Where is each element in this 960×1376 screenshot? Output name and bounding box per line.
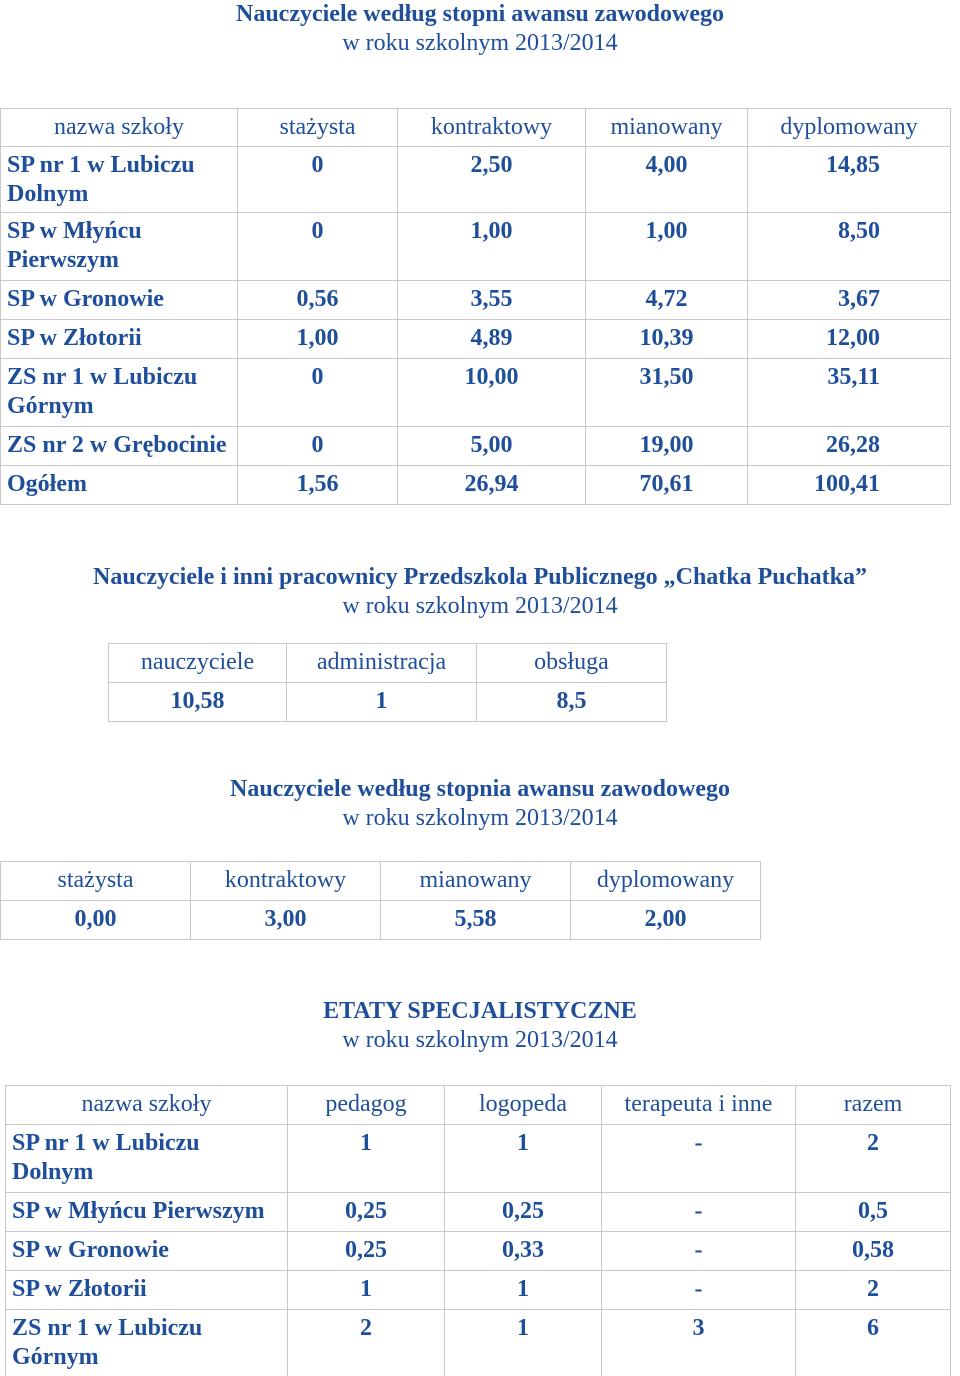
header-cell: terapeuta i inne (602, 1086, 796, 1125)
value-cell: 0 (238, 359, 398, 427)
value-cell: 19,00 (586, 427, 748, 466)
table-header-row (1, 109, 951, 147)
school-name-cell: Ogółem (1, 466, 238, 505)
school-name-cell: ZS nr 2 w Grębocinie (1, 427, 238, 466)
value-cell: 26,28 (748, 427, 951, 466)
section1-heading (0, 0, 960, 58)
school-name-cell: SP w Złotorii (6, 1271, 288, 1310)
section4-subtitle: w roku szkolnym 2013/2014 (342, 1027, 618, 1053)
table-row (1, 427, 951, 466)
table-row (1, 213, 951, 281)
value-cell: 8,50 (748, 213, 951, 281)
value-cell: 10,39 (586, 320, 748, 359)
value-cell: 26,94 (398, 466, 586, 505)
table-row (6, 1310, 951, 1376)
school-name-cell: SP w Gronowie (1, 281, 238, 320)
header-cell: dyplomowany (571, 862, 761, 901)
value-cell: - (602, 1193, 796, 1232)
value-cell: 3,00 (191, 901, 381, 940)
value-cell: 0,25 (288, 1232, 445, 1271)
header-cell: kontraktowy (398, 109, 586, 147)
table-header-row (6, 1086, 951, 1125)
school-name-cell: SP w Gronowie (6, 1232, 288, 1271)
school-name-cell: SP w Młyńcu Pierwszym (1, 213, 238, 281)
value-cell: - (602, 1125, 796, 1193)
header-cell: stażysta (1, 862, 191, 901)
value-cell: 12,00 (748, 320, 951, 359)
value-cell: 100,41 (748, 466, 951, 505)
school-name-cell: ZS nr 1 w Lubiczu Górnym (1, 359, 238, 427)
header-cell: mianowany (586, 109, 748, 147)
section2-subtitle: w roku szkolnym 2013/2014 (342, 593, 618, 619)
value-cell: 1,00 (238, 320, 398, 359)
value-cell: 2,50 (398, 147, 586, 213)
teachers-by-rank-table (0, 108, 951, 505)
value-cell: 3,55 (398, 281, 586, 320)
table-row (6, 1232, 951, 1271)
value-cell: 0,25 (288, 1193, 445, 1232)
value-cell: 1 (288, 1271, 445, 1310)
value-cell: 5,00 (398, 427, 586, 466)
value-cell: 2,00 (571, 901, 761, 940)
value-cell: - (602, 1232, 796, 1271)
value-cell: 3 (602, 1310, 796, 1376)
section2-title: Nauczyciele i inni pracownicy Przedszkola Publicznego „Chatka Puchatka” (93, 564, 867, 590)
value-cell: 31,50 (586, 359, 748, 427)
header-cell: razem (796, 1086, 951, 1125)
value-cell: 0 (238, 147, 398, 213)
value-cell: 6 (796, 1310, 951, 1376)
value-cell: 0,33 (445, 1232, 602, 1271)
table-row (6, 1193, 951, 1232)
table-row (6, 1271, 951, 1310)
preschool-staff-table (108, 643, 667, 722)
value-cell: 1 (445, 1271, 602, 1310)
value-cell: 0,56 (238, 281, 398, 320)
school-name-cell: SP w Złotorii (1, 320, 238, 359)
value-cell: 14,85 (748, 147, 951, 213)
table-row (1, 281, 951, 320)
section3-heading (0, 775, 960, 833)
header-cell: obsługa (477, 644, 667, 683)
school-name-cell: SP nr 1 w Lubiczu Dolnym (6, 1125, 288, 1193)
value-cell: 1 (445, 1310, 602, 1376)
value-cell: 8,5 (477, 683, 667, 722)
value-cell: 10,58 (109, 683, 287, 722)
specialist-posts-table (5, 1085, 951, 1376)
table-header-row (1, 862, 761, 901)
section4-heading (0, 997, 960, 1055)
table-row (1, 320, 951, 359)
section4-title: ETATY SPECJALISTYCZNE (323, 998, 637, 1024)
value-cell: 0,5 (796, 1193, 951, 1232)
value-cell: 0,58 (796, 1232, 951, 1271)
header-cell: dyplomowany (748, 109, 951, 147)
section2-heading (0, 563, 960, 621)
value-cell: 1,56 (238, 466, 398, 505)
header-cell: mianowany (381, 862, 571, 901)
value-cell: 5,58 (381, 901, 571, 940)
value-cell: 4,00 (586, 147, 748, 213)
value-cell: 1 (287, 683, 477, 722)
header-cell: administracja (287, 644, 477, 683)
table-row (1, 901, 761, 940)
value-cell: 0 (238, 427, 398, 466)
preschool-rank-table (0, 861, 761, 940)
value-cell: 3,67 (748, 281, 951, 320)
section1-title: Nauczyciele według stopni awansu zawodowego (235, 1, 724, 27)
header-cell: pedagog (288, 1086, 445, 1125)
value-cell: 4,72 (586, 281, 748, 320)
value-cell: - (602, 1271, 796, 1310)
value-cell: 0,00 (1, 901, 191, 940)
value-cell: 4,89 (398, 320, 586, 359)
header-cell: nazwa szkoły (1, 109, 238, 147)
header-cell: kontraktowy (191, 862, 381, 901)
header-cell: nazwa szkoły (6, 1086, 288, 1125)
school-name-cell: SP w Młyńcu Pierwszym (6, 1193, 288, 1232)
header-cell: logopeda (445, 1086, 602, 1125)
value-cell: 1 (445, 1125, 602, 1193)
value-cell: 1,00 (586, 213, 748, 281)
table-row (6, 1125, 951, 1193)
value-cell: 1 (288, 1125, 445, 1193)
section3-subtitle: w roku szkolnym 2013/2014 (342, 805, 618, 831)
school-name-cell: SP nr 1 w Lubiczu Dolnym (1, 147, 238, 213)
value-cell: 70,61 (586, 466, 748, 505)
section3-title: Nauczyciele według stopnia awansu zawodowego (229, 776, 730, 802)
value-cell: 0,25 (445, 1193, 602, 1232)
table-row-total (1, 466, 951, 505)
value-cell: 35,11 (748, 359, 951, 427)
value-cell: 2 (288, 1310, 445, 1376)
value-cell: 2 (796, 1271, 951, 1310)
table-header-row (109, 644, 667, 683)
value-cell: 10,00 (398, 359, 586, 427)
value-cell: 1,00 (398, 213, 586, 281)
table-row (109, 683, 667, 722)
table-row (1, 359, 951, 427)
header-cell: nauczyciele (109, 644, 287, 683)
school-name-cell: ZS nr 1 w Lubiczu Górnym (6, 1310, 288, 1376)
header-cell: stażysta (238, 109, 398, 147)
section1-subtitle: w roku szkolnym 2013/2014 (342, 30, 618, 56)
value-cell: 2 (796, 1125, 951, 1193)
value-cell: 0 (238, 213, 398, 281)
table-row (1, 147, 951, 213)
